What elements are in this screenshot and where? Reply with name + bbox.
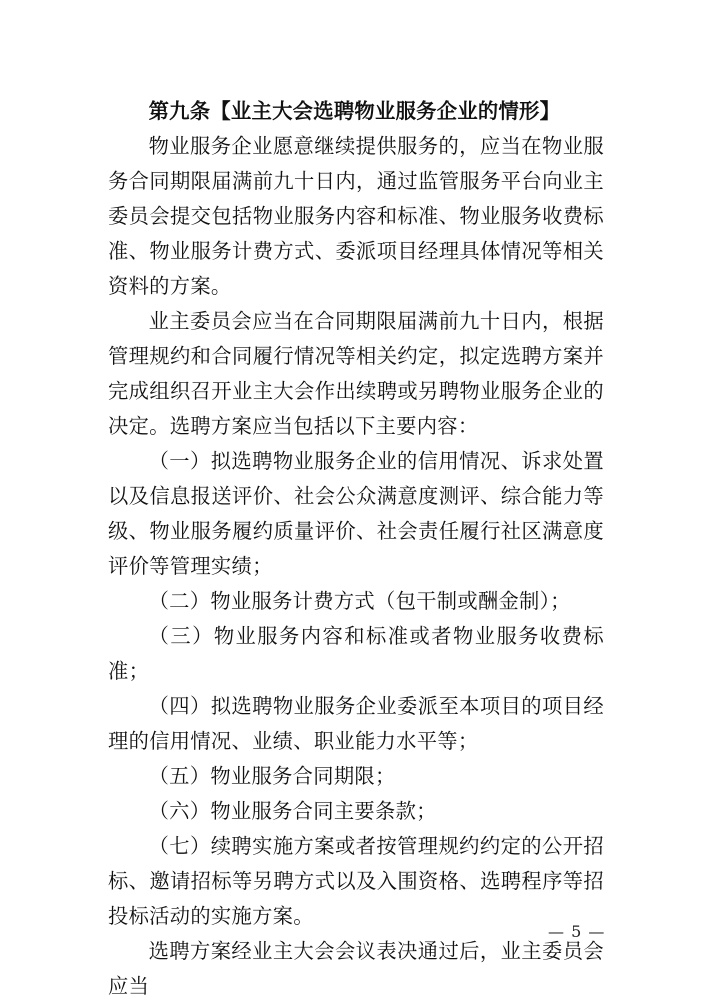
page-number: — 5 —: [548, 922, 606, 941]
list-item-4: （四）拟选聘物业服务企业委派至本项目的项目经理的信用情况、业绩、职业能力水平等；: [108, 694, 604, 753]
list-item-2: （二）物业服务计费方式（包干制或酬金制）；: [148, 589, 571, 613]
article-body: [108, 94, 604, 1004]
list-item-3: （三）物业服务内容和标准或者物业服务收费标准；: [108, 624, 604, 683]
list-item-6: （六）物业服务合同主要条款；: [148, 799, 437, 823]
closing-paragraph: 选聘方案经业主大会会议表决通过后，业主委员会应当: [108, 939, 604, 998]
paragraph-1: 物业服务企业愿意继续提供服务的，应当在物业服务合同期限届满前九十日内，通过监管服务平台向业主委员会提交包括物业服务内容和标准、物业服务收费标准、物业服务计费方式、委派项目经理具体情况等相关资料的方案。: [108, 134, 604, 298]
list-item-7: （七）续聘实施方案或者按管理规约约定的公开招标、邀请招标等另聘方式以及入围资格、选聘程序等招投标活动的实施方案。: [108, 834, 604, 928]
list-item-5: （五）物业服务合同期限；: [148, 764, 396, 788]
article-heading: 第九条【业主大会选聘物业服务企业的情形】: [148, 99, 561, 123]
list-item-1: （一）拟选聘物业服务企业的信用情况、诉求处置以及信息报送评价、社会公众满意度测评、综合能力等级、物业服务履约质量评价、社会责任履行社区满意度评价等管理实绩；: [108, 449, 604, 578]
paragraph-2: 业主委员会应当在合同期限届满前九十日内，根据管理规约和合同履行情况等相关约定，拟定选聘方案并完成组织召开业主大会作出续聘或另聘物业服务企业的决定。选聘方案应当包括以下主要内容：: [108, 309, 604, 438]
